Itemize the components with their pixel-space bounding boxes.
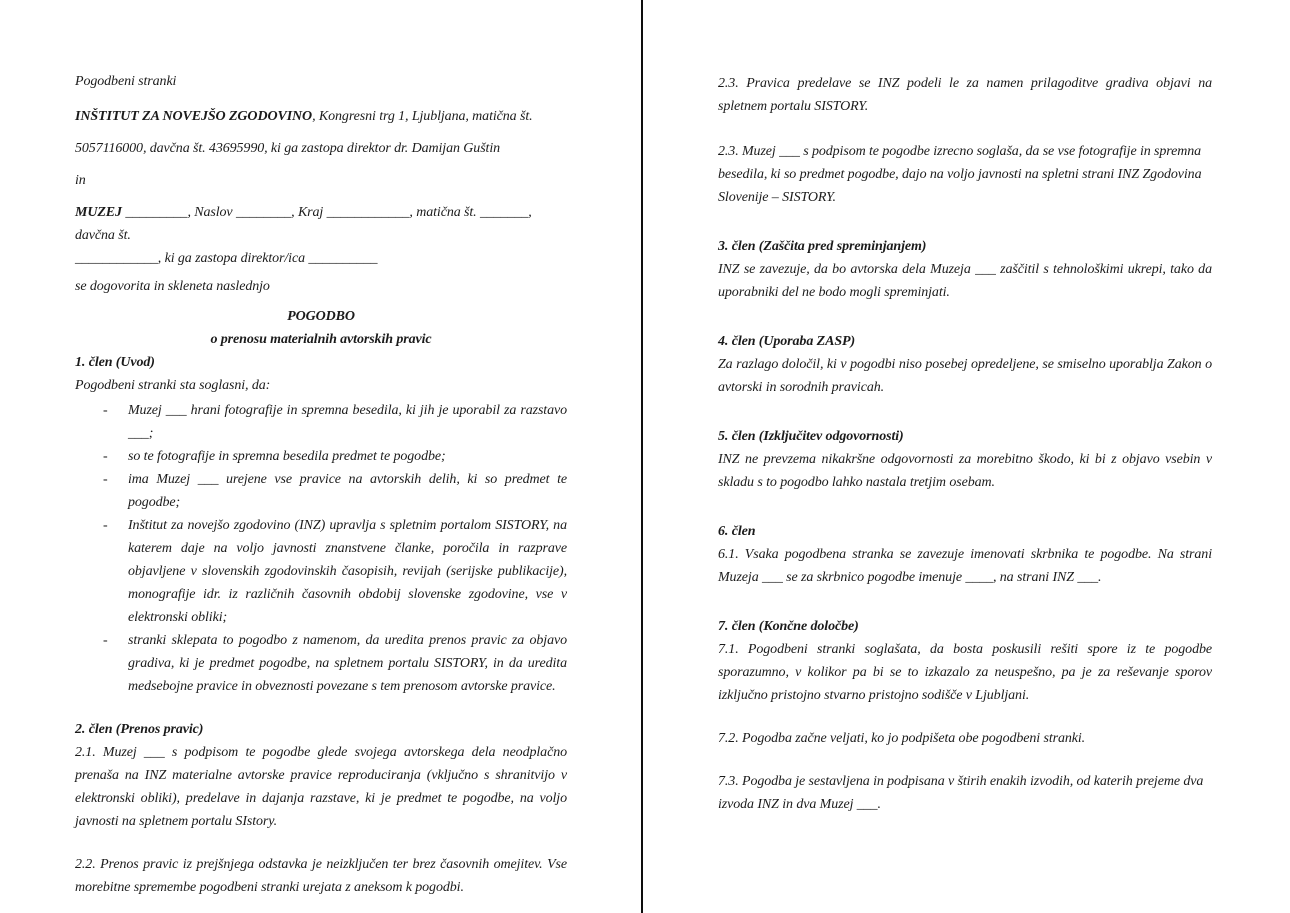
clause-2-3a: 2.3. Pravica predelave se INZ podeli le za namen prilagoditve gradiva objavi na spletnem portalu SISTORY. [718, 76, 1212, 114]
conjunction-line: in [75, 173, 86, 188]
clause-4: Za razlago določil, ki v pogodbi niso posebej opredeljene, se smiselno uporablja Zakon o avtorski in sorodnih pravicah. [718, 357, 1212, 395]
article-6-heading: 6. člen [718, 524, 756, 539]
bullet-item: - Muzej ___ hrani fotografije in spremna besedila, ki jih je uporabil za razstavo ___; [128, 399, 567, 445]
clause-2-3b: 2.3. Muzej ___ s podpisom te pogodbe izrecno soglaša, da se vse fotografije in spremna besedila, ki so predmet pogodbe, dajo na voljo javnosti na spletni strani INZ Zgodovina Slovenije – SISTORY. [718, 144, 1202, 205]
party2-blanks: _________, Naslov ________, Kraj ____________, matična št. _______, davčna št. [75, 205, 532, 243]
page-2 [643, 0, 1290, 913]
page-1 [0, 0, 641, 913]
article-2-heading: 2. člen (Prenos pravic) [75, 722, 204, 737]
article-4-heading: 4. člen (Uporaba ZASP) [718, 334, 856, 349]
clause-7-3: 7.3. Pogodba je sestavljena in podpisana v štirih enakih izvodih, od katerih prejeme dva izvoda INZ in dva Muzej ___. [718, 774, 1204, 812]
parties-intro-line: Pogodbeni stranki [75, 74, 177, 89]
clause-7-1: 7.1. Pogodbeni stranki soglašata, da bosta poskusili rešiti spore iz te pogodbe sporazumno, v kolikor pa bi se to izkazalo za neuspešno, pa je za reševanje sporov izključno pristojno stvarno pristojno sodišče v Ljubljani. [718, 642, 1212, 703]
party1-address: , Kongresni trg 1, Ljubljana, matična št. [312, 109, 533, 124]
party2-line2: ____________, ki ga zastopa direktor/ica __________ [75, 251, 378, 266]
contract-title: POGODBO [287, 309, 355, 324]
article-1-intro: Pogodbeni stranki sta soglasni, da: [75, 378, 271, 393]
bullet-item: - ima Muzej ___ urejene vse pravice na avtorskih delih, ki so predmet te pogodbe; [128, 468, 567, 514]
contract-subtitle: o prenosu materialnih avtorskih pravic [210, 332, 432, 347]
agreement-line: se dogovorita in skleneta naslednjo [75, 279, 270, 294]
party2-name: MUZEJ [75, 205, 122, 220]
clause-2-2: 2.2. Prenos pravic iz prejšnjega odstavka je neizključen ter brez časovnih omejitev. Vse morebitne spremembe pogodbeni stranki urejata z aneksom k pogodbi. [75, 857, 567, 895]
article-1-heading: 1. člen (Uvod) [75, 355, 155, 370]
clause-5: INZ ne prevzema nikakršne odgovornosti za morebitno škodo, ki bi z objavo vsebin v skladu s to pogodbo lahko nastala tretjim osebam. [718, 452, 1212, 490]
article-5-heading: 5. člen (Izključitev odgovornosti) [718, 429, 904, 444]
clause-3: INZ se zavezuje, da bo avtorska dela Muzeja ___ zaščitil s tehnološkimi ukrepi, tako da uporabniki del ne bodo mogli spreminjati. [718, 262, 1212, 300]
bullet-item: - stranki sklepata to pogodbo z namenom, da uredita prenos pravic za objavo gradiva, ki je predmet pogodbe, na spletnem portalu SISTORY, in da uredita medsebojne pravice in obveznosti povezane s tem prenosom avtorske pravice. [128, 629, 567, 698]
clause-7-2: 7.2. Pogodba začne veljati, ko jo podpišeta obe pogodbeni stranki. [718, 731, 1086, 746]
party1-line2: 5057116000, davčna št. 43695990, ki ga zastopa direktor dr. Damijan Guštin [75, 141, 501, 156]
article-7-heading: 7. člen (Končne določbe) [718, 619, 859, 634]
party2-line1 [75, 201, 567, 247]
bullet-item: - Inštitut za novejšo zgodovino (INZ) upravlja s spletnim portalom SISTORY, na katerem daje na voljo javnosti znanstvene članke, poročila in razprave objavljene v slovenskih zgodovinskih časopisih, revijah (serijske publikacije), monografije idr. iz različnih časovnih obdobij slovenske zgodovine, vse v elektronski obliki; [128, 514, 567, 629]
party1-line1 [75, 105, 567, 128]
article-3-heading: 3. člen (Zaščita pred spreminjanjem) [718, 239, 927, 254]
article-1-bullet-list [75, 399, 567, 698]
clause-2-1: 2.1. Muzej ___ s podpisom te pogodbe glede svojega avtorskega dela neodplačno prenaša na INZ materialne avtorske pravice reproduciranja (vključno s shranitvijo v elektronski obliki), predelave in dajanja razstave, ki je predmet te pogodbe, na voljo javnosti na spletnem portalu SIstory. [75, 745, 567, 829]
clause-6-1: 6.1. Vsaka pogodbena stranka se zavezuje imenovati skrbnika te pogodbe. Na strani Muzeja ___ se za skrbnico pogodbe imenuje ____, na strani INZ ___. [718, 547, 1212, 585]
party1-name: INŠTITUT ZA NOVEJŠO ZGODOVINO [75, 109, 313, 124]
bullet-item: - so te fotografije in spremna besedila predmet te pogodbe; [128, 445, 567, 468]
